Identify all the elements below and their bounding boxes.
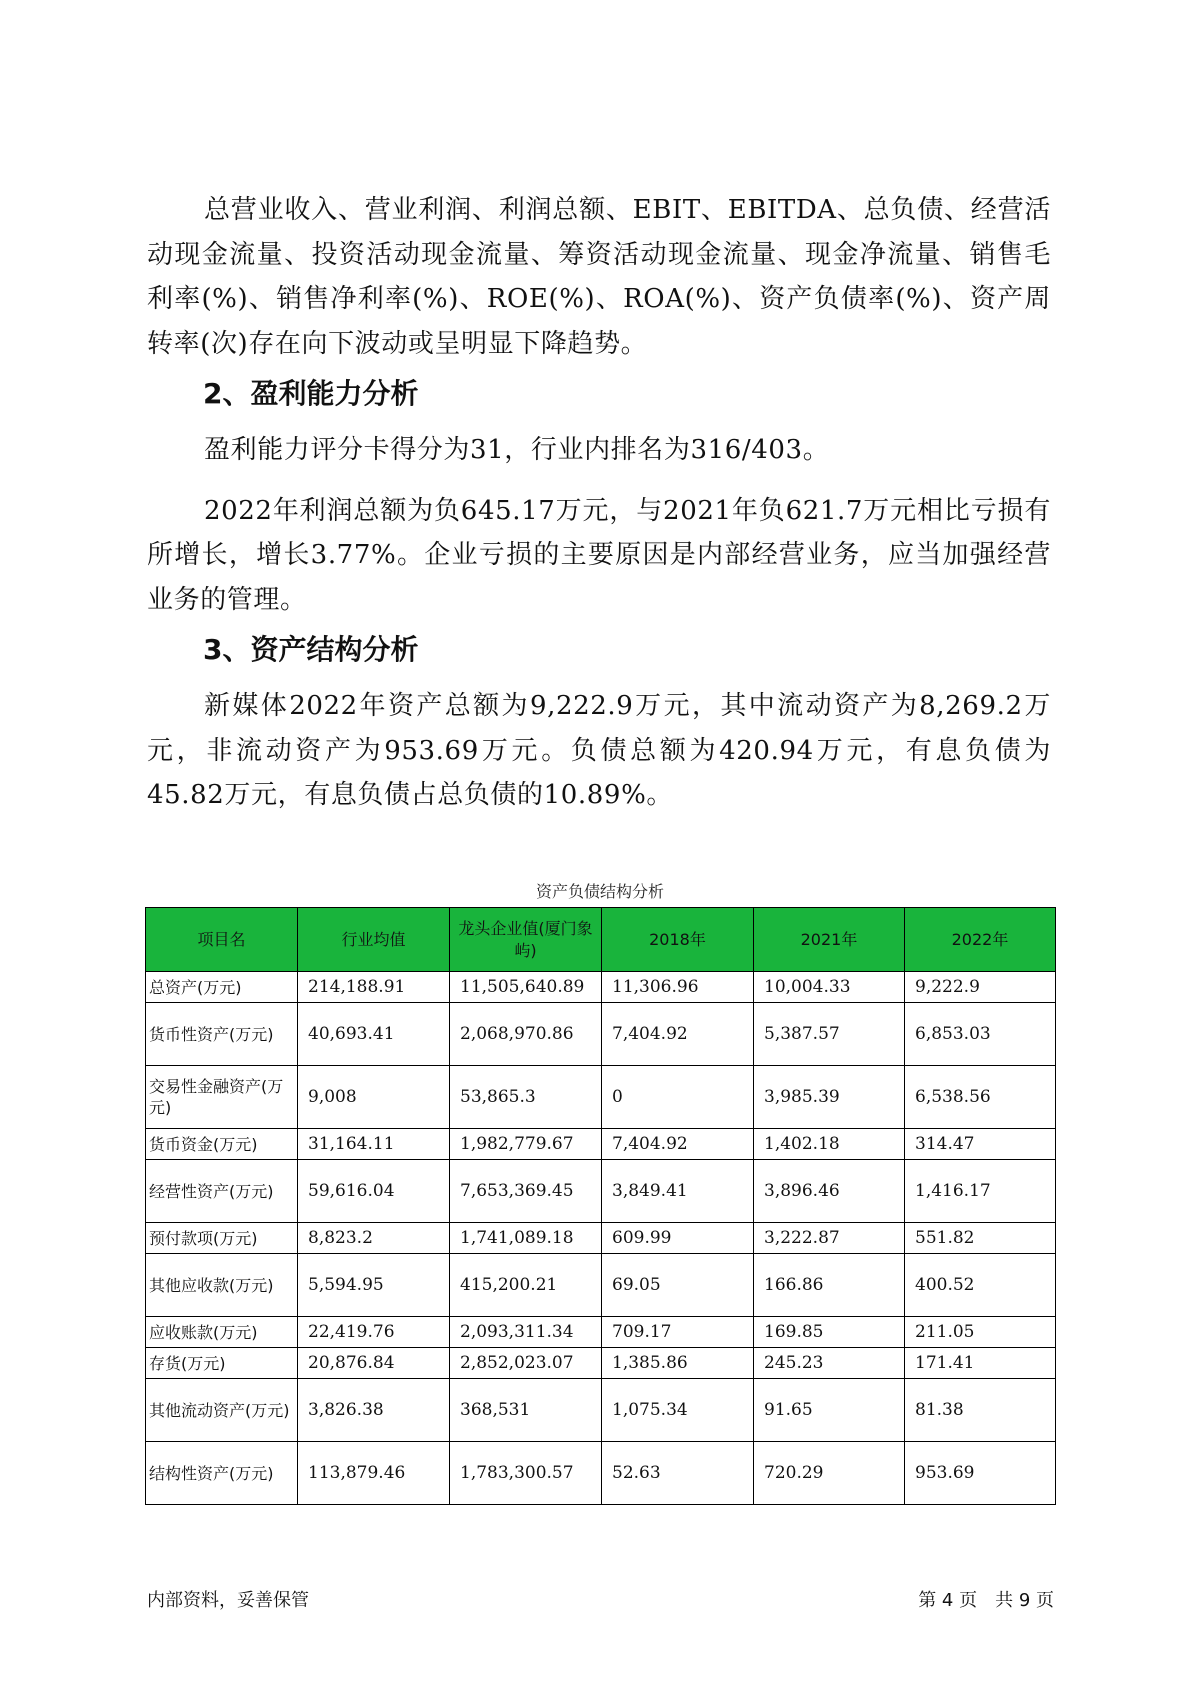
row-label: 总资产(万元) — [146, 972, 298, 1003]
cell-2022: 81.38 — [905, 1379, 1056, 1442]
cell-2021: 3,222.87 — [754, 1223, 905, 1254]
table-row — [146, 1317, 1056, 1348]
cell-industry-average: 9,008 — [298, 1066, 450, 1129]
cell-2018: 69.05 — [602, 1254, 754, 1317]
cell-industry-average: 214,188.91 — [298, 972, 450, 1003]
heading-asset-structure: 3、资产结构分析 — [203, 633, 419, 666]
cell-2021: 10,004.33 — [754, 972, 905, 1003]
cell-2022: 400.52 — [905, 1254, 1056, 1317]
cell-2022: 551.82 — [905, 1223, 1056, 1254]
cell-industry-average: 113,879.46 — [298, 1442, 450, 1505]
cell-2021: 720.29 — [754, 1442, 905, 1505]
row-label: 其他流动资产(万元) — [146, 1379, 298, 1442]
row-label: 货币资金(万元) — [146, 1129, 298, 1160]
cell-industry-average: 31,164.11 — [298, 1129, 450, 1160]
cell-2018: 3,849.41 — [602, 1160, 754, 1223]
table-row — [146, 1379, 1056, 1442]
header-item-name: 项目名 — [146, 908, 298, 972]
footer-page-number: 第 4 页 共 9 页 — [918, 1590, 1054, 1611]
table-row — [146, 1254, 1056, 1317]
intro-paragraph: 总营业收入、营业利润、利润总额、EBIT、EBITDA、总负债、经营活动现金流量、投资活动现金流量、筹资活动现金流量、现金净流量、销售毛利率(%)、销售净利率(%)、ROE(%)、ROA(%)、资产负债率(%)、资产周转率(次)存在向下波动或呈明显下降趋势。 — [147, 195, 1051, 359]
cell-industry-average: 8,823.2 — [298, 1223, 450, 1254]
cell-leader-value: 368,531 — [450, 1379, 602, 1442]
cell-2018: 7,404.92 — [602, 1003, 754, 1066]
cell-leader-value: 7,653,369.45 — [450, 1160, 602, 1223]
cell-leader-value: 1,783,300.57 — [450, 1442, 602, 1505]
cell-2022: 314.47 — [905, 1129, 1056, 1160]
footer-confidential-note: 内部资料，妥善保管 — [147, 1590, 309, 1611]
table-row — [146, 1160, 1056, 1223]
heading-profitability: 2、盈利能力分析 — [203, 377, 419, 410]
asset-liability-table-section — [145, 880, 1055, 1505]
row-label: 存货(万元) — [146, 1348, 298, 1379]
cell-industry-average: 3,826.38 — [298, 1379, 450, 1442]
profit-score-paragraph: 盈利能力评分卡得分为31，行业内排名为316/403。 — [204, 435, 830, 465]
cell-2018: 1,075.34 — [602, 1379, 754, 1442]
cell-2021: 5,387.57 — [754, 1003, 905, 1066]
row-label: 预付款项(万元) — [146, 1223, 298, 1254]
table-row — [146, 1223, 1056, 1254]
cell-2021: 166.86 — [754, 1254, 905, 1317]
cell-industry-average: 59,616.04 — [298, 1160, 450, 1223]
row-label: 其他应收款(万元) — [146, 1254, 298, 1317]
cell-2022: 1,416.17 — [905, 1160, 1056, 1223]
cell-2022: 211.05 — [905, 1317, 1056, 1348]
table-caption: 资产负债结构分析 — [535, 882, 664, 901]
row-label: 货币性资产(万元) — [146, 1003, 298, 1066]
table-row — [146, 1129, 1056, 1160]
cell-2018: 709.17 — [602, 1317, 754, 1348]
cell-2018: 0 — [602, 1066, 754, 1129]
profit-detail-paragraph: 2022年利润总额为负645.17万元，与2021年负621.7万元相比亏损有所增长，增长3.77%。企业亏损的主要原因是内部经营业务，应当加强经营业务的管理。 — [147, 495, 1051, 615]
cell-leader-value: 11,505,640.89 — [450, 972, 602, 1003]
cell-2018: 1,385.86 — [602, 1348, 754, 1379]
header-leader-value: 龙头企业值(厦门象屿) — [450, 908, 602, 972]
cell-2018: 7,404.92 — [602, 1129, 754, 1160]
header-industry-average: 行业均值 — [298, 908, 450, 972]
cell-industry-average: 22,419.76 — [298, 1317, 450, 1348]
cell-2021: 1,402.18 — [754, 1129, 905, 1160]
table-row — [146, 1066, 1056, 1129]
cell-industry-average: 5,594.95 — [298, 1254, 450, 1317]
cell-leader-value: 1,982,779.67 — [450, 1129, 602, 1160]
cell-2021: 3,896.46 — [754, 1160, 905, 1223]
table-row — [146, 1348, 1056, 1379]
cell-2021: 91.65 — [754, 1379, 905, 1442]
cell-industry-average: 40,693.41 — [298, 1003, 450, 1066]
cell-leader-value: 2,093,311.34 — [450, 1317, 602, 1348]
document-body — [147, 188, 1051, 818]
cell-leader-value: 2,068,970.86 — [450, 1003, 602, 1066]
cell-2022: 6,538.56 — [905, 1066, 1056, 1129]
asset-detail-paragraph: 新媒体2022年资产总额为9,222.9万元，其中流动资产为8,269.2万元，非流动资产为953.69万元。负债总额为420.94万元，有息负债为45.82万元，有息负债占总负债的10.89%。 — [147, 691, 1051, 810]
cell-2021: 245.23 — [754, 1348, 905, 1379]
cell-2022: 6,853.03 — [905, 1003, 1056, 1066]
row-label: 经营性资产(万元) — [146, 1160, 298, 1223]
cell-2018: 52.63 — [602, 1442, 754, 1505]
cell-2021: 3,985.39 — [754, 1066, 905, 1129]
cell-2022: 953.69 — [905, 1442, 1056, 1505]
cell-industry-average: 20,876.84 — [298, 1348, 450, 1379]
header-2018: 2018年 — [602, 908, 754, 972]
header-2021: 2021年 — [754, 908, 905, 972]
cell-leader-value: 53,865.3 — [450, 1066, 602, 1129]
table-row — [146, 1003, 1056, 1066]
cell-leader-value: 415,200.21 — [450, 1254, 602, 1317]
row-label: 交易性金融资产(万元) — [146, 1066, 298, 1129]
cell-leader-value: 2,852,023.07 — [450, 1348, 602, 1379]
table-row — [146, 972, 1056, 1003]
cell-leader-value: 1,741,089.18 — [450, 1223, 602, 1254]
cell-2021: 169.85 — [754, 1317, 905, 1348]
cell-2022: 171.41 — [905, 1348, 1056, 1379]
table-header-row — [146, 908, 1056, 972]
row-label: 结构性资产(万元) — [146, 1442, 298, 1505]
header-2022: 2022年 — [905, 908, 1056, 972]
row-label: 应收账款(万元) — [146, 1317, 298, 1348]
table-row — [146, 1442, 1056, 1505]
asset-liability-table — [145, 907, 1056, 1505]
cell-2018: 609.99 — [602, 1223, 754, 1254]
cell-2022: 9,222.9 — [905, 972, 1056, 1003]
cell-2018: 11,306.96 — [602, 972, 754, 1003]
